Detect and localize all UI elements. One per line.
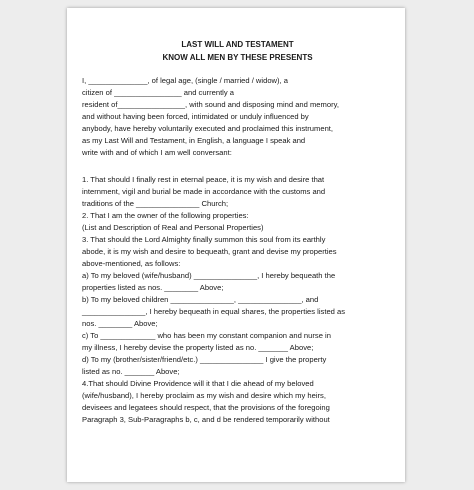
clause-line: b) To my beloved children _______________, _______________, and bbox=[82, 295, 319, 304]
intro-line: I, ______________, of legal age, (single / married / widow), a bbox=[82, 76, 289, 85]
clause-line: my illness, I hereby devise the property listed as no. _______ Above; bbox=[82, 343, 314, 352]
clause-line: _______________, I hereby bequeath in equal shares, the properties listed as bbox=[82, 307, 346, 316]
clause-line: 4.That should Divine Providence will it that I die ahead of my beloved bbox=[82, 379, 314, 388]
clause-line: 1. That should I finally rest in eternal peace, it is my wish and desire that bbox=[82, 175, 325, 184]
clauses-section bbox=[82, 174, 393, 426]
clause-line: devisees and legatees should respect, that the provisions of the foregoing bbox=[82, 403, 330, 412]
spacer bbox=[82, 64, 393, 75]
clause-line: Paragraph 3, Sub-Paragraphs b, c, and d be rendered temporarily without bbox=[82, 415, 330, 424]
intro-line: as my Last Will and Testament, in English, a language I speak and bbox=[82, 136, 306, 145]
clause-line: c) To _____________ who has been my constant companion and nurse in bbox=[82, 331, 331, 340]
clause-line: 3. That should the Lord Almighty finally summon this soul from its earthly bbox=[82, 235, 326, 244]
clause-line: above-mentioned, as follows: bbox=[82, 259, 181, 268]
clause-line: (wife/husband), I hereby proclaim as my wish and desire which my heirs, bbox=[82, 391, 326, 400]
document-page bbox=[67, 8, 405, 482]
clause-line: a) To my beloved (wife/husband) _______________, I hereby bequeath the bbox=[82, 271, 336, 280]
clause-line: 2. That I am the owner of the following properties: bbox=[82, 211, 249, 220]
clause-line: internment, vigil and burial be made in accordance with the customs and bbox=[82, 187, 326, 196]
clause-line: d) To my (brother/sister/friend/etc.) _______________ I give the property bbox=[82, 355, 327, 364]
spacer bbox=[82, 159, 393, 174]
clause-line: properties listed as nos. ________ Above; bbox=[82, 283, 224, 292]
intro-line: citizen of ________________ and currently a bbox=[82, 88, 234, 97]
intro-line: resident of________________, with sound and disposing mind and memory, bbox=[82, 100, 339, 109]
clause-line: abode, it is my wish and desire to bequeath, grant and devise my properties bbox=[82, 247, 337, 256]
document-title: LAST WILL AND TESTAMENT bbox=[181, 40, 294, 49]
intro-paragraph bbox=[82, 75, 393, 159]
clause-line: nos. ________ Above; bbox=[82, 319, 158, 328]
intro-line: and without having been forced, intimidated or unduly influenced by bbox=[82, 112, 309, 121]
clause-line: traditions of the _______________ Church; bbox=[82, 199, 229, 208]
document-subtitle: KNOW ALL MEN BY THESE PRESENTS bbox=[162, 53, 313, 62]
clause-line: (List and Description of Real and Personal Properties) bbox=[82, 223, 264, 232]
intro-line: write with and of which I am well conversant: bbox=[82, 148, 232, 157]
intro-line: anybody, have hereby voluntarily executed and proclaimed this instrument, bbox=[82, 124, 334, 133]
clause-line: listed as no. _______ Above; bbox=[82, 367, 180, 376]
